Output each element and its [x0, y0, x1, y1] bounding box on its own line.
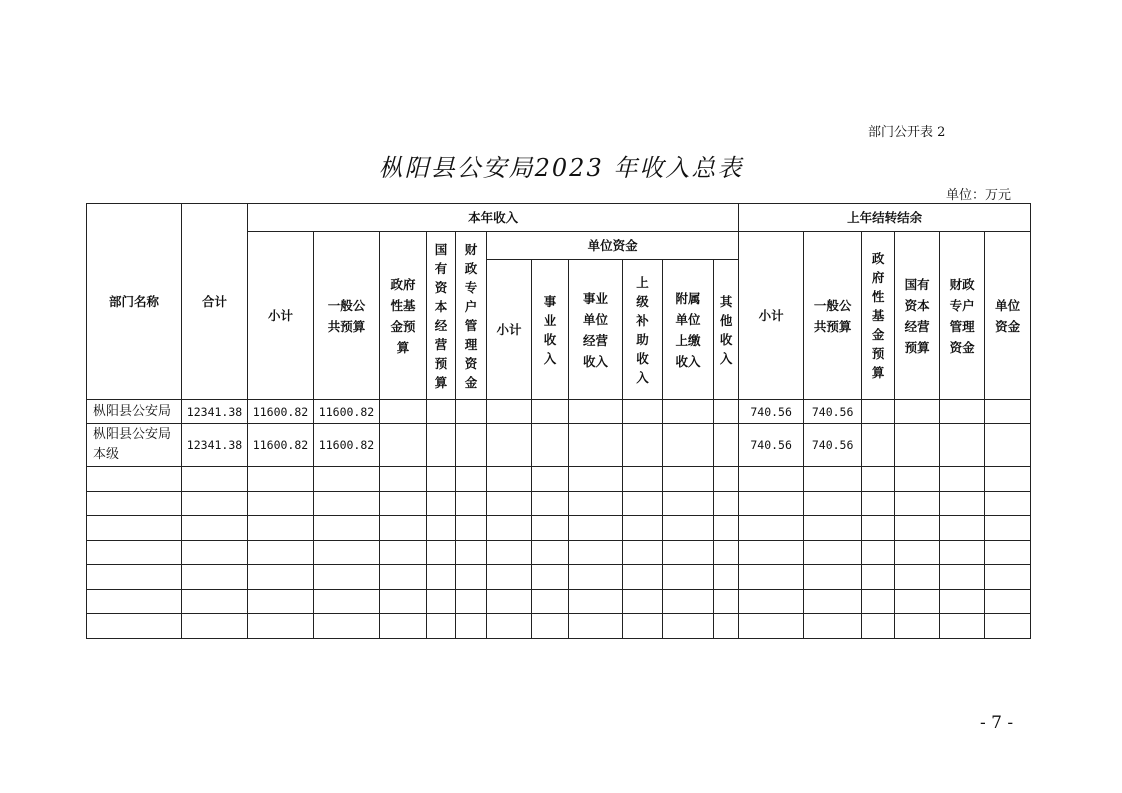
page-title: 枞阳县公安局2023 年收入总表 [378, 154, 744, 182]
empty-cell [182, 516, 248, 541]
empty-cell [456, 589, 487, 614]
empty-cell [663, 565, 714, 590]
header-py-state-capital: 国有资本经营预算 [895, 232, 940, 400]
header-py-unit-funds: 单位资金 [985, 232, 1031, 400]
row-py-general-budget: 740.56 [804, 400, 862, 424]
empty-cell [314, 491, 380, 516]
empty-cell [248, 614, 314, 639]
header-uf-business-income: 事业收入 [532, 260, 569, 400]
empty-cell [739, 516, 804, 541]
empty-cell [985, 467, 1031, 492]
empty-cell [532, 491, 569, 516]
empty-cell [248, 540, 314, 565]
empty-cell [862, 491, 895, 516]
empty-cell [87, 491, 182, 516]
empty-cell [623, 400, 663, 424]
empty-cell [739, 540, 804, 565]
header-cy-subtotal: 小计 [248, 232, 314, 400]
empty-cell [663, 540, 714, 565]
header-uf-superior-subsidy: 上级补助收入 [623, 260, 663, 400]
empty-cell [714, 424, 739, 467]
empty-cell [487, 614, 532, 639]
empty-cell [569, 400, 623, 424]
header-prior-year-carryover: 上年结转结余 [739, 204, 1031, 232]
row-dept-name: 枞阳县公安局本级 [87, 424, 182, 467]
empty-cell [569, 467, 623, 492]
empty-cell [940, 491, 985, 516]
empty-cell [427, 400, 456, 424]
empty-cell [804, 467, 862, 492]
empty-cell [714, 491, 739, 516]
empty-cell [985, 424, 1031, 467]
empty-cell [456, 424, 487, 467]
empty-cell [714, 589, 739, 614]
empty-cell [569, 516, 623, 541]
header-unit-funds: 单位资金 [487, 232, 739, 260]
empty-cell [895, 400, 940, 424]
empty-cell [623, 516, 663, 541]
row-py-general-budget: 740.56 [804, 424, 862, 467]
empty-cell [940, 614, 985, 639]
empty-cell [456, 565, 487, 590]
empty-cell [714, 540, 739, 565]
header-cy-gov-fund: 政府性基金预算 [380, 232, 427, 400]
empty-cell [985, 589, 1031, 614]
empty-cell [895, 424, 940, 467]
empty-cell [380, 467, 427, 492]
header-py-general-budget: 一般公共预算 [804, 232, 862, 400]
empty-cell [248, 467, 314, 492]
empty-cell [663, 424, 714, 467]
empty-cell [87, 467, 182, 492]
empty-cell [804, 491, 862, 516]
empty-cell [487, 467, 532, 492]
empty-cell [985, 540, 1031, 565]
empty-cell [380, 516, 427, 541]
empty-cell [895, 614, 940, 639]
row-cy-general-budget: 11600.82 [314, 400, 380, 424]
header-uf-affiliated-remit: 附属单位上缴收入 [663, 260, 714, 400]
empty-cell [985, 491, 1031, 516]
empty-cell [314, 589, 380, 614]
empty-cell [182, 491, 248, 516]
empty-cell [940, 424, 985, 467]
empty-cell [623, 540, 663, 565]
empty-cell [623, 589, 663, 614]
empty-cell [985, 565, 1031, 590]
empty-cell [87, 589, 182, 614]
header-py-fiscal-special: 财政专户管理资金 [940, 232, 985, 400]
empty-cell [532, 400, 569, 424]
empty-cell [380, 491, 427, 516]
empty-cell [862, 614, 895, 639]
header-uf-subtotal: 小计 [487, 260, 532, 400]
header-current-year-income: 本年收入 [248, 204, 739, 232]
empty-cell [532, 614, 569, 639]
empty-cell [862, 516, 895, 541]
header-cy-general-budget: 一般公共预算 [314, 232, 380, 400]
empty-cell [532, 516, 569, 541]
empty-cell [427, 516, 456, 541]
empty-cell [182, 565, 248, 590]
empty-cell [569, 614, 623, 639]
empty-cell [182, 614, 248, 639]
empty-cell [985, 516, 1031, 541]
empty-cell [532, 565, 569, 590]
empty-cell [427, 614, 456, 639]
empty-cell [623, 614, 663, 639]
empty-cell [314, 614, 380, 639]
empty-cell [569, 540, 623, 565]
empty-cell [487, 565, 532, 590]
empty-table-row [87, 516, 1031, 541]
row-cy-subtotal: 11600.82 [248, 424, 314, 467]
empty-cell [663, 516, 714, 541]
empty-cell [714, 565, 739, 590]
header-dept-name: 部门名称 [87, 204, 182, 400]
empty-cell [182, 589, 248, 614]
empty-cell [714, 516, 739, 541]
empty-table-row [87, 614, 1031, 639]
empty-cell [663, 467, 714, 492]
empty-cell [380, 540, 427, 565]
empty-cell [895, 540, 940, 565]
empty-cell [532, 467, 569, 492]
empty-cell [862, 540, 895, 565]
row-py-subtotal: 740.56 [739, 424, 804, 467]
empty-cell [380, 400, 427, 424]
empty-cell [940, 400, 985, 424]
empty-cell [456, 467, 487, 492]
table-row [87, 400, 1031, 424]
empty-cell [895, 565, 940, 590]
empty-cell [739, 565, 804, 590]
header-uf-other-income: 其他 收入 [714, 260, 739, 400]
table-row [87, 424, 1031, 467]
empty-cell [985, 614, 1031, 639]
empty-cell [314, 565, 380, 590]
empty-cell [804, 614, 862, 639]
empty-cell [804, 565, 862, 590]
row-cy-general-budget: 11600.82 [314, 424, 380, 467]
row-total: 12341.38 [182, 424, 248, 467]
empty-table-row [87, 491, 1031, 516]
empty-cell [427, 540, 456, 565]
header-cy-fiscal-special: 财政专户管理资金 [456, 232, 487, 400]
empty-cell [456, 540, 487, 565]
empty-cell [895, 491, 940, 516]
row-cy-subtotal: 11600.82 [248, 400, 314, 424]
empty-cell [487, 516, 532, 541]
empty-cell [380, 589, 427, 614]
empty-cell [182, 467, 248, 492]
empty-cell [248, 516, 314, 541]
empty-table-row [87, 467, 1031, 492]
empty-cell [456, 400, 487, 424]
empty-cell [804, 540, 862, 565]
empty-cell [456, 491, 487, 516]
empty-cell [895, 467, 940, 492]
page-number: - 7 - [980, 713, 1014, 733]
empty-cell [714, 400, 739, 424]
empty-cell [569, 424, 623, 467]
empty-cell [623, 565, 663, 590]
empty-cell [940, 565, 985, 590]
empty-cell [862, 400, 895, 424]
empty-cell [739, 589, 804, 614]
empty-cell [940, 589, 985, 614]
header-total: 合计 [182, 204, 248, 400]
empty-table-row [87, 565, 1031, 590]
empty-cell [427, 491, 456, 516]
empty-cell [895, 589, 940, 614]
empty-cell [487, 400, 532, 424]
empty-cell [532, 589, 569, 614]
empty-cell [487, 589, 532, 614]
empty-cell [569, 589, 623, 614]
empty-table-row [87, 589, 1031, 614]
empty-cell [87, 540, 182, 565]
empty-cell [380, 614, 427, 639]
header-py-gov-fund: 政府性基金预算 [862, 232, 895, 400]
header-uf-business-operating: 事业单位经营收入 [569, 260, 623, 400]
empty-cell [663, 614, 714, 639]
empty-cell [623, 424, 663, 467]
empty-cell [487, 540, 532, 565]
empty-cell [862, 589, 895, 614]
empty-cell [380, 565, 427, 590]
empty-cell [739, 491, 804, 516]
empty-cell [663, 400, 714, 424]
empty-cell [456, 516, 487, 541]
empty-cell [248, 565, 314, 590]
empty-cell [532, 540, 569, 565]
empty-cell [714, 614, 739, 639]
empty-cell [623, 467, 663, 492]
empty-cell [569, 565, 623, 590]
empty-cell [456, 614, 487, 639]
empty-cell [895, 516, 940, 541]
empty-cell [714, 467, 739, 492]
empty-cell [862, 565, 895, 590]
empty-cell [427, 424, 456, 467]
row-dept-name: 枞阳县公安局 [87, 400, 182, 424]
empty-cell [487, 424, 532, 467]
empty-cell [623, 491, 663, 516]
empty-cell [569, 491, 623, 516]
empty-cell [804, 516, 862, 541]
row-py-subtotal: 740.56 [739, 400, 804, 424]
empty-cell [427, 589, 456, 614]
empty-cell [804, 589, 862, 614]
empty-cell [487, 491, 532, 516]
empty-cell [314, 540, 380, 565]
empty-cell [87, 565, 182, 590]
empty-cell [314, 467, 380, 492]
empty-cell [862, 424, 895, 467]
empty-cell [940, 467, 985, 492]
unit-label: 单位：万元 [946, 188, 1012, 203]
empty-cell [985, 400, 1031, 424]
empty-cell [314, 516, 380, 541]
empty-cell [739, 467, 804, 492]
empty-cell [663, 589, 714, 614]
empty-cell [380, 424, 427, 467]
header-cy-state-capital: 国有资本经营预算 [427, 232, 456, 400]
empty-cell [940, 540, 985, 565]
empty-cell [862, 467, 895, 492]
empty-cell [739, 614, 804, 639]
empty-cell [248, 589, 314, 614]
empty-cell [532, 424, 569, 467]
empty-cell [248, 491, 314, 516]
empty-cell [427, 565, 456, 590]
empty-cell [87, 516, 182, 541]
row-total: 12341.38 [182, 400, 248, 424]
empty-cell [182, 540, 248, 565]
header-py-subtotal: 小计 [739, 232, 804, 400]
income-summary-table [86, 203, 1031, 639]
empty-cell [87, 614, 182, 639]
empty-cell [940, 516, 985, 541]
empty-cell [663, 491, 714, 516]
form-number: 部门公开表 2 [868, 125, 946, 140]
empty-cell [427, 467, 456, 492]
empty-table-row [87, 540, 1031, 565]
